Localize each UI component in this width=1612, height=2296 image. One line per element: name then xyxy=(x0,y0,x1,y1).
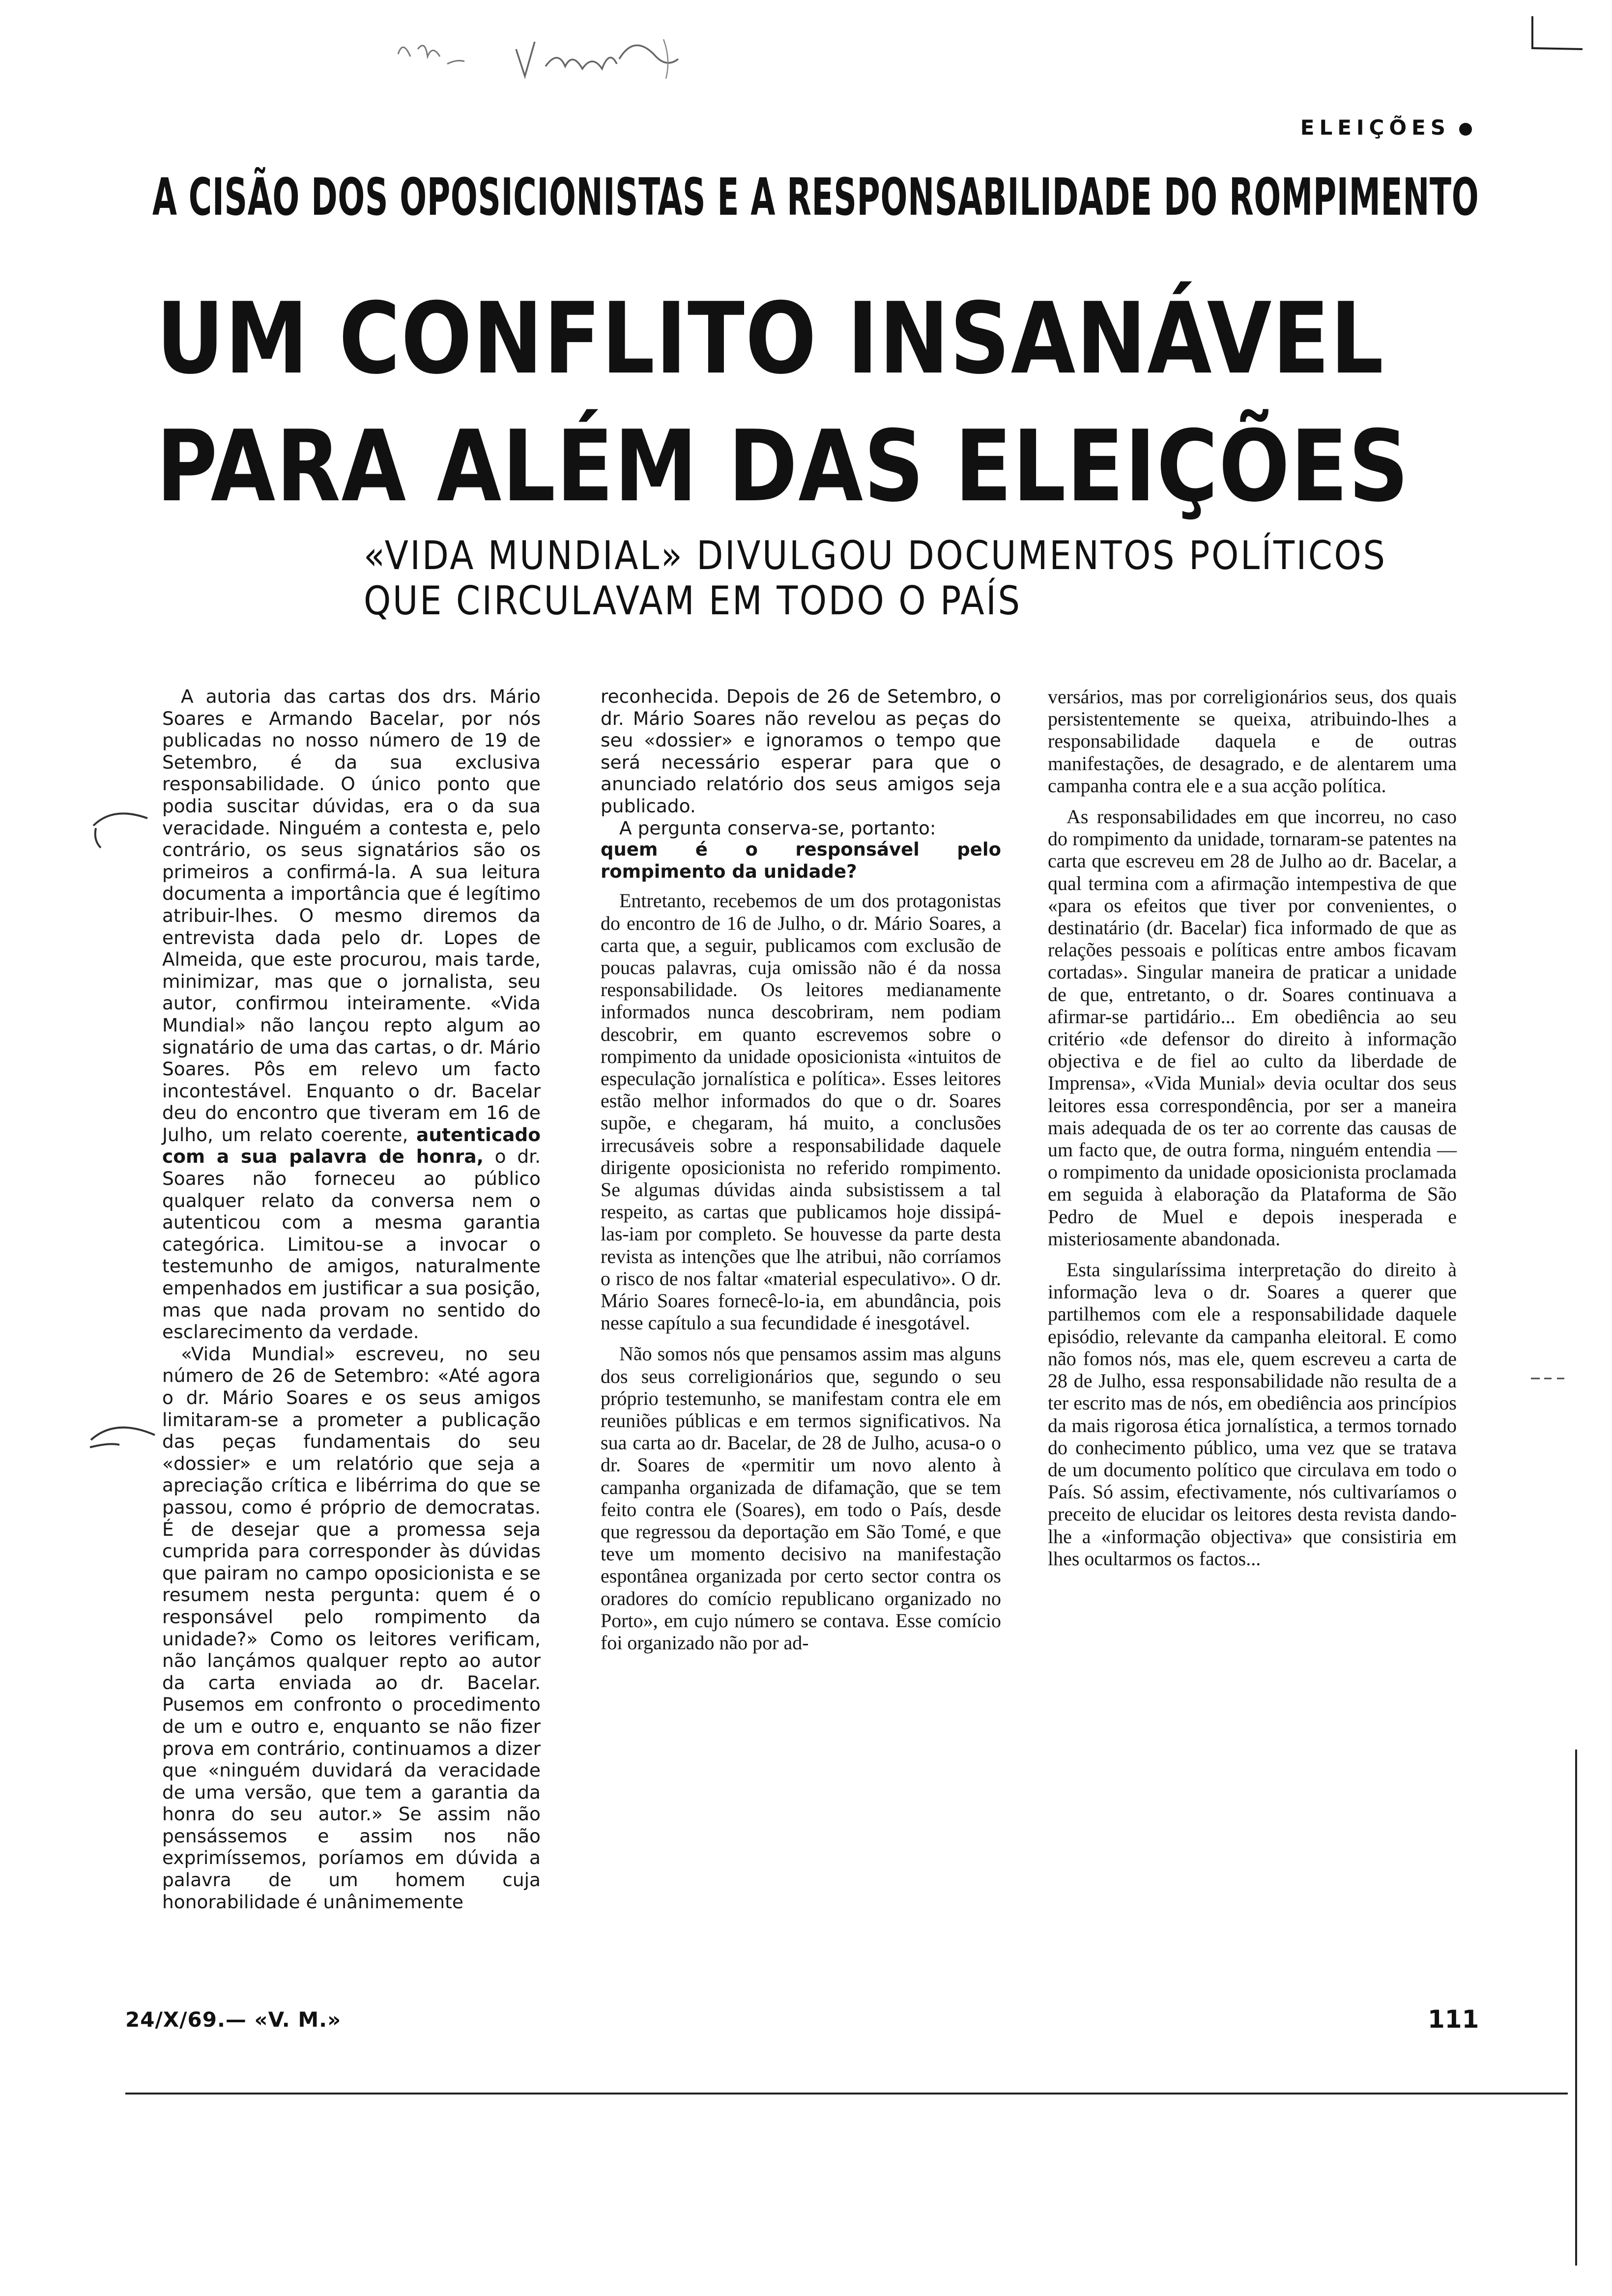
page-edge-line xyxy=(1575,1750,1577,2266)
paragraph: Entretanto, recebemos de um dos protagonistas do encontro de 16 de Julho, o dr. Mário Soares, a carta que, a seguir, publicamos com exclusão de poucas palavras, cuja omissão não é da nossa responsabilidade. Os leitores medianamente informados nunca descobriram, nem podiam descobrir, em quanto escrevemos sobre o rompimento da unidade oposicionista «intuitos de especulação jornalística e política». Esses leitores estão melhor informados do que o dr. Soares supõe, e chegaram, há muito, a conclusões irrecusáveis sobre a responsabilidade daquele dirigente oposicionista no referido rompimento. Se algumas dúvidas ainda subsistissem a tal respeito, as cartas que publicamos hoje dissipá-las-iam por completo. Se houvesse da parte desta revista as intenções que lhe atribui, não corríamos o risco de nos faltar «material especulativo». O dr. Mário Soares fornecê-lo-ia, em abundância, pois nesse capítulo a sua fecundidade é inesgotável. xyxy=(601,890,1001,1334)
page-number: 111 xyxy=(1428,2005,1479,2034)
kicker-heading: A CISÃO DOS OPOSICIONISTAS E A RESPONSABILIDADE DO ROMPIMENTO xyxy=(152,167,1479,227)
section-tag-label: ELEIÇÕES xyxy=(1300,115,1450,140)
subheadline-line-1: «VIDA MUNDIAL» DIVULGOU DOCUMENTOS POLÍTICOS xyxy=(364,533,1387,578)
question-text: quem é o responsável pelo rompimento da unidade? xyxy=(601,839,1001,882)
bottom-rule xyxy=(125,2093,1568,2095)
paragraph: Não somos nós que pensamos assim mas alguns dos seus correligionários que, segundo o seu próprio testemunho, se manifestam contra ele em reuniões públicas e em termos significativos. Na sua carta ao dr. Bacelar, de 28 de Julho, acusa-o o dr. Soares de «permitir um novo alento à campanha organizada de difamação, que se tem feito contra ele (Soares), em todo o País, desde que regressou da deportação em São Tomé, e que teve um momento decisivo na manifestação espontânea organizada por certo sector contra os oradores do comício republicano organizado no Porto», em cujo número se contava. Esse comício foi organizado não por ad- xyxy=(601,1343,1001,1654)
handwritten-note xyxy=(388,20,742,103)
pencil-mark xyxy=(86,1418,170,1462)
text-run: A pergunta conserva-se, portanto: xyxy=(619,817,936,839)
section-tag xyxy=(1204,115,1472,140)
issue-date: 24/X/69.— «V. M.» xyxy=(125,2008,342,2032)
article-column-1 xyxy=(162,686,541,1913)
bold-text: autenticado com a sua palavra de honra, xyxy=(162,1123,541,1168)
subheadline xyxy=(364,533,1402,624)
bullet-icon xyxy=(1459,123,1472,136)
paragraph: Esta singularíssima interpretação do direito à informação leva o dr. Soares a querer que partilhemos com ele a responsabilidade daquele episódio, relevante da campanha eleitoral. E como não fomos nós, mas ele, quem escreveu a carta de 28 de Julho, essa responsabilidade não resulta de a ter escrito mas de nós, em obediência aos princípios da mais rigorosa ética jornalística, a termos tornado do conhecimento público, uma vez que se tratava de um documento político que circulava em todo o País. Só assim, efectivamente, nós cultivaríamos o preceito de elucidar os leitores desta revista dando-lhe a «informação objectiva» que consistiria em lhes ocultarmos os factos... xyxy=(1048,1259,1457,1570)
paragraph: reconhecida. Depois de 26 de Setembro, o dr. Mário Soares não revelou as peças do seu «dossier» e ignoramos o tempo que será necessário esperar para que o anunciado relatório dos seus amigos seja publicado. xyxy=(601,686,1001,817)
paragraph xyxy=(162,686,541,1343)
headline-line-2: PARA ALÉM DAS ELEIÇÕES xyxy=(156,409,1410,524)
paragraph: As responsabilidades em que incorreu, no caso do rompimento da unidade, tornaram-se patentes na carta que escreveu em 28 de Julho ao dr. Bacelar, a qual termina com a afirmação intempestiva de que «para os efeitos que tiver por convenientes, o destinatário (dr. Bacelar) fica informado de que as relações pessoais e políticas entre ambos ficavam cortadas». Singular maneira de praticar a unidade de que, entretanto, o dr. Soares continuava a afirmar-se partidário... Em obediência ao seu critério «de defensor do direito à informação objectiva e de fiel ao culto da liberdade de Imprensa», «Vida Munial» devia ocultar dos seus leitores essa correspondência, por ser a maneira mais adequada de os ter ao corrente das causas de um facto que, de outra forma, ninguém entendia — o rompimento da unidade oposicionista proclamada em seguida à elaboração da Plataforma de São Pedro de Muel e depois inesperada e misteriosamente abandonada. xyxy=(1048,805,1457,1250)
headline-line-1: UM CONFLITO INSANÁVEL xyxy=(156,282,1384,396)
text-run: o dr. Soares não forneceu ao público qualquer relato da conversa nem o autenticou com a mesma garantia categórica. Limitou-se a invocar o testemunho de amigos, naturalmente empenhados em justificar a sua posição, mas que nada provam no sentido do esclarecimento da verdade. xyxy=(162,1146,541,1343)
subheadline-line-2: QUE CIRCULAVAM EM TODO O PAÍS xyxy=(364,578,1022,624)
corner-pencil-mark xyxy=(1528,14,1587,53)
paragraph: versários, mas por correligionários seus, dos quais persistentemente se queixa, atribuindo-lhes a responsabilidade daquela e de outras manifestações, de desagrado, e de alentarem uma campanha contra ele e a sua acção política. xyxy=(1048,686,1457,797)
article-column-3 xyxy=(1048,686,1457,1570)
headline xyxy=(156,275,1410,531)
pencil-mark xyxy=(88,806,167,850)
article-column-2 xyxy=(601,686,1001,1654)
pencil-mark xyxy=(1528,1369,1573,1388)
paragraph: «Vida Mundial» escreveu, no seu número de 26 de Setembro: «Até agora o dr. Mário Soares e os seus amigos limitaram-se a prometer a publicação das peças fundamentais do seu «dossier» e um relatório que seja a apreciação crítica e libérrima do que se passou, como é próprio de democratas. É de desejar que a promessa seja cumprida para corresponder às dúvidas que pairam no campo oposicionista e se resumem nesta pergunta: quem é o responsável pelo rompimento da unidade?» Como os leitores verificam, não lançámos qualquer repto ao autor da carta enviada ao dr. Bacelar. Pusemos em confronto o procedimento de um e outro e, enquanto se não fizer prova em contrário, continuamos a dizer que «ninguém duvidará da veracidade de uma versão, que tem a garantia da honra do seu autor.» Se assim não pensássemos e assim nos não exprimíssemos, poríamos em dúvida a palavra de um homem cuja honorabilidade é unânimemente xyxy=(162,1343,541,1913)
paragraph xyxy=(601,817,1001,883)
text-run: A autoria das cartas dos drs. Mário Soares e Armando Bacelar, por nós publicadas no nosso número de 19 de Setembro, é da sua exclusiva responsabilidade. O único ponto que podia suscitar dúvidas, era o da sua veracidade. Ninguém a contesta e, pelo contrário, os seus signatários são os primeiros a confirmá-la. A sua leitura documenta a importância que é legítimo atribuir-lhes. O mesmo diremos da entrevista dada pelo dr. Lopes de Almeida, que este procurou, mais tarde, minimizar, mas que o jornalista, seu autor, confirmou inteiramente. «Vida Mundial» não lançou repto algum ao signatário de uma das cartas, o dr. Mário Soares. Pôs em relevo um facto incontestável. Enquanto o dr. Bacelar deu do encontro que tiveram em 16 de Julho, um relato coerente, xyxy=(162,686,541,1146)
